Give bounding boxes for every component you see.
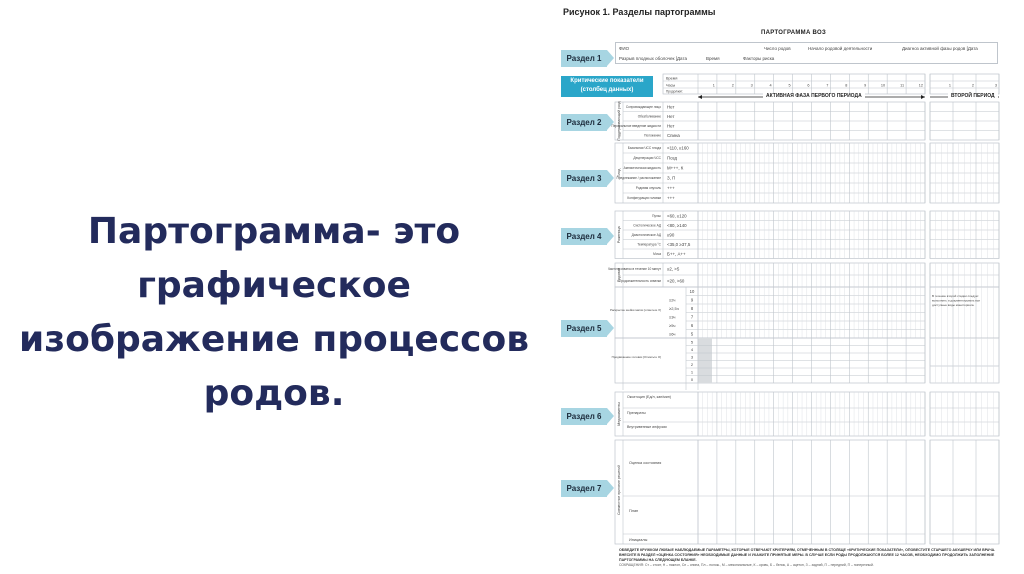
hour-label: 2 xyxy=(971,83,974,88)
hour-label: 3 xyxy=(750,83,753,88)
decision-row: План xyxy=(629,509,639,513)
section-group-label: Поддерживающий уход xyxy=(617,101,621,141)
partograph-grid xyxy=(553,0,1005,574)
headline-line: Партограмма- это xyxy=(87,211,461,252)
section-1-label: Раздел 1 xyxy=(561,50,607,67)
headline-line: графическое xyxy=(137,265,411,306)
row-label: Родовая опухоль xyxy=(635,186,661,191)
critical-value: З, П xyxy=(667,175,676,181)
phase-2-label: ВТОРОЙ ПЕРИОД xyxy=(948,93,998,99)
decision-row: Оценка состояния xyxy=(629,461,662,465)
critical-value: М+++, К xyxy=(667,165,684,171)
descent-scale: 0 xyxy=(690,376,694,382)
row-label: Диастолическое АД xyxy=(631,232,661,237)
cervix-critical: ≥6ч xyxy=(669,331,676,337)
critical-value: <20, >60 xyxy=(667,278,685,284)
decision-box xyxy=(615,440,925,544)
footer-note: ОБВЕДИТЕ КРУЖКОМ ЛЮБЫЕ НАБЛЮДАЕМЫЕ ПАРАМЕТРЫ, КОТОРЫЕ ОТВЕЧАЮТ КРИТЕРИЯМ, ОТМЕЧЕННЫМ В СТОЛБЦЕ «КРИТИЧЕСКИЕ ПОКАЗАТЕЛИ», ОПОВЕСТИТЕ СТАРШЕГО АКУШЕРКУ ИЛИ ВРАЧА. ВНЕСИТЕ В РАЗДЕЛ «ОЦЕНКА СОСТОЯНИЯ» НЕОБХОДИМЫЕ ДАННЫЕ И УКАЖИТЕ ПРИНЯТЫЕ МЕРЫ. В СЛУЧАЕ ЕСЛИ РОДЫ ПРОДОЛЖАЮТСЯ БОЛЕЕ 12 ЧАСОВ, НЕОБХОДИМО ПРОДОЛЖИТЬ ЗАПОЛНЕНИЕ ПАРТОГРАММЫ НА СЛЕДУЮЩЕМ БЛАНКЕ. xyxy=(619,548,996,562)
medication-row: Окситоцин (Ед/л, кап/мин) xyxy=(627,395,671,399)
critical-value: ≥90 xyxy=(667,232,675,238)
field-labour-start: Начало родовой деятельности xyxy=(808,46,873,51)
critical-value: +++ xyxy=(667,195,675,201)
critical-value: Спина xyxy=(667,132,680,138)
hour-label: 2 xyxy=(731,83,734,88)
section-group-label: Роженица xyxy=(617,226,621,244)
row-label: Частота схваток в течение 10 минут xyxy=(607,267,661,272)
critical-value: Б++, А++ xyxy=(667,251,686,257)
row-label: Пульс xyxy=(652,213,661,218)
hour-label: 11 xyxy=(900,83,905,88)
second-stage-note: выполнить и документировать все xyxy=(932,298,981,303)
section-group-label: Родовая xyxy=(617,267,621,283)
hour-label: 3 xyxy=(994,83,997,88)
cervix-scale: 10 xyxy=(689,288,695,294)
decision-row: Инициалы xyxy=(629,538,648,542)
second-stage-note: доступные виды мониторинга. xyxy=(932,303,975,307)
cervix-scale: 8 xyxy=(690,305,694,311)
descent-scale: 2 xyxy=(690,361,694,367)
medication-row: Препараты xyxy=(627,411,646,415)
row-label: Сопровождающее лицо xyxy=(625,104,661,109)
cervix-critical: ≥3ч xyxy=(669,314,676,320)
hour-label: 5 xyxy=(788,83,791,88)
partograph-title: ПАРТОГРАММА ВОЗ xyxy=(761,30,827,36)
section-6-label: Раздел 6 xyxy=(561,408,607,425)
row-label: Систолическое АД xyxy=(633,223,661,228)
slide-headline xyxy=(0,205,548,421)
descent-label: Продвижение головки [Отметьте O] xyxy=(611,355,661,359)
hour-label: 1 xyxy=(948,83,951,88)
time-row-label: Часы xyxy=(666,83,676,88)
cervix-critical: ≥2ч xyxy=(669,297,676,303)
cervix-scale: 7 xyxy=(690,314,694,320)
section-5-label: Раздел 5 xyxy=(561,320,607,337)
time-header xyxy=(663,74,925,94)
critical-value: <60, ≥120 xyxy=(667,213,687,219)
figure-caption: Рисунок 1. Разделы партограммы xyxy=(563,7,716,17)
section-7-label: Раздел 7 xyxy=(561,480,607,497)
hour-label: 9 xyxy=(864,83,867,88)
cervix-critical: ≥2,5ч xyxy=(669,305,679,311)
row-label: Продолжительность схватки xyxy=(618,279,661,284)
second-stage-note: В течение второй стадии следует xyxy=(932,294,979,298)
section-4-label: Раздел 4 xyxy=(561,228,607,245)
time-row-label: Время xyxy=(666,76,678,81)
field-name: ФИО xyxy=(619,46,630,51)
section-group-label: Плод xyxy=(617,168,621,178)
hour-label: 10 xyxy=(880,83,886,88)
row-label: Амниотическая жидкость xyxy=(623,166,661,171)
hour-label: 4 xyxy=(769,83,772,88)
critical-value: <35,0 ≥37,5 xyxy=(667,241,691,247)
row-label: Конфигурация головки xyxy=(627,196,661,201)
section-3-label: Раздел 3 xyxy=(561,170,607,187)
hour-label: 6 xyxy=(807,83,810,88)
critical-value: Нет xyxy=(667,123,675,129)
row-label: Пероральное введение жидкости xyxy=(611,123,661,128)
section-group-label: Медикаменты xyxy=(617,402,621,426)
cervix-scale: 6 xyxy=(690,322,694,328)
medication-row: Внутривенные инфузии xyxy=(627,425,667,429)
critical-value: <80, ≥140 xyxy=(667,222,687,228)
arrow-head xyxy=(698,95,702,99)
descent-scale: 4 xyxy=(690,346,694,352)
field-time: Время xyxy=(706,56,720,61)
headline-line: родов. xyxy=(203,373,345,414)
decision-box-2 xyxy=(930,440,999,544)
row-label: Обезболивание xyxy=(637,114,661,119)
time-row-label: Продолжит. xyxy=(666,89,684,94)
field-membranes: Разрыв плодных оболочек [Дата xyxy=(619,56,687,61)
descent-scale: 3 xyxy=(690,354,694,360)
time-header-2 xyxy=(930,74,999,94)
cervix-scale: 9 xyxy=(690,297,694,303)
critical-value: Позд xyxy=(667,155,678,161)
section-box xyxy=(615,211,925,259)
critical-label-line: Критические показатели xyxy=(570,78,644,84)
row-label: Моча xyxy=(653,251,661,256)
hour-label: 8 xyxy=(845,83,848,88)
field-parity: Число родов xyxy=(764,46,791,51)
field-risk: Факторы риска xyxy=(743,56,775,61)
critical-label-line: (столбец данных) xyxy=(580,87,634,93)
row-label: Децелерации ЧСС xyxy=(633,156,661,161)
row-label: Предлежание / расположение xyxy=(616,176,661,181)
critical-value: <110, ≥160 xyxy=(667,145,689,151)
critical-value: Нет xyxy=(667,104,675,110)
headline-line: изображение процессов xyxy=(18,319,530,360)
row-label: Температура °С xyxy=(637,242,661,247)
critical-value: Нет xyxy=(667,113,675,119)
footer-abbreviations: СОКРАЩЕНИЯ: Ст – стоит, Н – наклон, Сп – спина, Пл – полож., М – мекониальные, К – кровь, Б – белок, А – ацетон, З – задний, П – передний, П – поперечный. xyxy=(619,563,874,567)
arrow-head xyxy=(921,95,925,99)
descent-scale: 1 xyxy=(690,369,694,375)
section-group-label: Совместное принятие решений xyxy=(617,465,621,515)
cervix-scale: 5 xyxy=(690,331,694,337)
cervix-critical: ≥5ч xyxy=(669,322,676,328)
hour-label: 7 xyxy=(826,83,829,88)
hour-label: 12 xyxy=(918,83,923,88)
row-label: Базальная ЧСС плода xyxy=(627,146,661,151)
field-active-diag: Диагноз активной фазы родов [Дата xyxy=(902,46,978,51)
descent-scale: 5 xyxy=(690,339,694,345)
partograph-figure xyxy=(553,0,1005,574)
cervix-label: Раскрытие шейки матки [отметьте X] xyxy=(609,308,661,312)
row-label: Положение xyxy=(644,133,661,138)
hour-label: 1 xyxy=(712,83,715,88)
phase-1-label: АКТИВНАЯ ФАЗА ПЕРВОГО ПЕРИОДА xyxy=(763,93,865,99)
critical-value: +++ xyxy=(667,185,675,191)
section-2-label: Раздел 2 xyxy=(561,114,607,131)
critical-value: ≤2, >5 xyxy=(667,266,680,272)
